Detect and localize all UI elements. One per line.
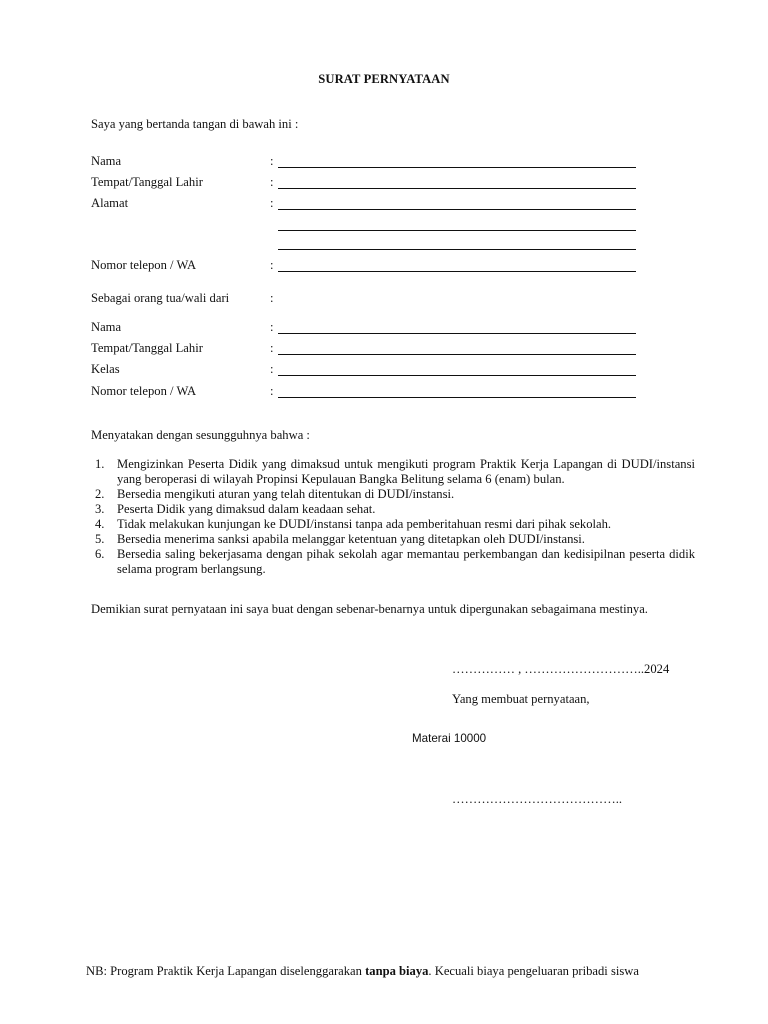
field-colon: :: [270, 196, 274, 210]
guardian-of-label: Sebagai orang tua/wali dari: [91, 291, 230, 305]
list-text: Bersedia saling bekerjasama dengan pihak sekolah agar memantau perkembangan dan kedisipilnan peserta didik selama program berlangsung.: [117, 547, 695, 576]
list-item: [91, 457, 695, 487]
list-number: 2.: [95, 487, 105, 501]
list-text: Bersedia menerima sanksi apabila melanggar ketentuan yang ditetapkan oleh DUDI/instansi.: [117, 532, 585, 546]
footnote-prefix: NB: Program Praktik Kerja Lapangan diselenggarakan: [86, 964, 366, 978]
fill-line[interactable]: [278, 271, 636, 272]
field-colon: :: [270, 258, 274, 272]
fill-line[interactable]: [278, 167, 636, 168]
list-text: Peserta Didik yang dimaksud dalam keadaan sehat.: [117, 502, 376, 516]
field-colon: :: [270, 175, 274, 189]
stamp-label: Materai 10000: [412, 732, 487, 745]
list-item: [91, 532, 695, 547]
footnote: [86, 964, 639, 979]
list-number: 3.: [95, 502, 105, 516]
fill-line[interactable]: [278, 188, 636, 189]
fill-line[interactable]: [278, 397, 636, 398]
list-text: Bersedia mengikuti aturan yang telah ditentukan di DUDI/instansi.: [117, 487, 455, 501]
field-label: Nama: [91, 154, 122, 168]
field-colon: :: [270, 320, 274, 334]
list-item: [91, 502, 695, 517]
list-text: Tidak melakukan kunjungan ke DUDI/instansi tanpa ada pemberitahuan resmi dari pihak sekolah.: [117, 517, 612, 531]
list-item: [91, 547, 695, 577]
declare-intro: Menyatakan dengan sesungguhnya bahwa :: [91, 428, 310, 442]
place-date-line[interactable]: …………… , ………………………..2024: [452, 662, 670, 676]
fill-line[interactable]: [278, 333, 636, 334]
list-item: [91, 487, 695, 502]
closing-paragraph: Demikian surat pernyataan ini saya buat dengan sebenar-benarnya untuk dipergunakan sebagaimana mestinya.: [91, 602, 648, 616]
field-label: Nomor telepon / WA: [91, 258, 197, 272]
field-colon: :: [270, 384, 274, 398]
list-number: 5.: [95, 532, 105, 546]
fill-line[interactable]: [278, 375, 636, 376]
field-parent-birth[interactable]: [91, 175, 651, 193]
field-student-phone[interactable]: [91, 384, 651, 402]
field-parent-name[interactable]: [91, 154, 651, 172]
field-label: Nama: [91, 320, 122, 334]
field-colon: :: [270, 291, 274, 305]
field-colon: :: [270, 154, 274, 168]
maker-label: Yang membuat pernyataan,: [452, 692, 590, 706]
field-colon: :: [270, 362, 274, 376]
field-parent-address[interactable]: [91, 196, 651, 214]
field-student-birth[interactable]: [91, 341, 651, 359]
fill-line[interactable]: [278, 209, 636, 210]
statement-list: [91, 457, 695, 577]
field-parent-phone[interactable]: [91, 258, 651, 276]
list-text: Mengizinkan Peserta Didik yang dimaksud untuk mengikuti program Praktik Kerja Lapangan di DUDI/instansi yang beroperasi di wilayah Propinsi Kepulauan Bangka Belitung selama 6 (enam) bulan.: [117, 457, 695, 486]
signature-line[interactable]: …………………………………..: [452, 792, 623, 806]
field-label: Alamat: [91, 196, 129, 210]
field-student-class[interactable]: [91, 362, 651, 380]
list-number: 1.: [95, 457, 105, 471]
list-number: 6.: [95, 547, 105, 561]
guardian-of-row: [91, 291, 651, 309]
footnote-suffix: . Kecuali biaya pengeluaran pribadi siswa: [428, 964, 639, 978]
list-item: [91, 517, 695, 532]
field-label: Tempat/Tanggal Lahir: [91, 341, 203, 355]
intro-text: Saya yang bertanda tangan di bawah ini :: [91, 117, 299, 131]
field-student-name[interactable]: [91, 320, 651, 338]
field-label: Kelas: [91, 362, 120, 376]
address-line-2[interactable]: [278, 230, 636, 231]
fill-line[interactable]: [278, 354, 636, 355]
field-label: Tempat/Tanggal Lahir: [91, 175, 203, 189]
address-line-3[interactable]: [278, 249, 636, 250]
list-number: 4.: [95, 517, 105, 531]
footnote-bold: tanpa biaya: [365, 964, 429, 978]
document-title: SURAT PERNYATAAN: [318, 72, 450, 86]
field-colon: :: [270, 341, 274, 355]
field-label: Nomor telepon / WA: [91, 384, 197, 398]
